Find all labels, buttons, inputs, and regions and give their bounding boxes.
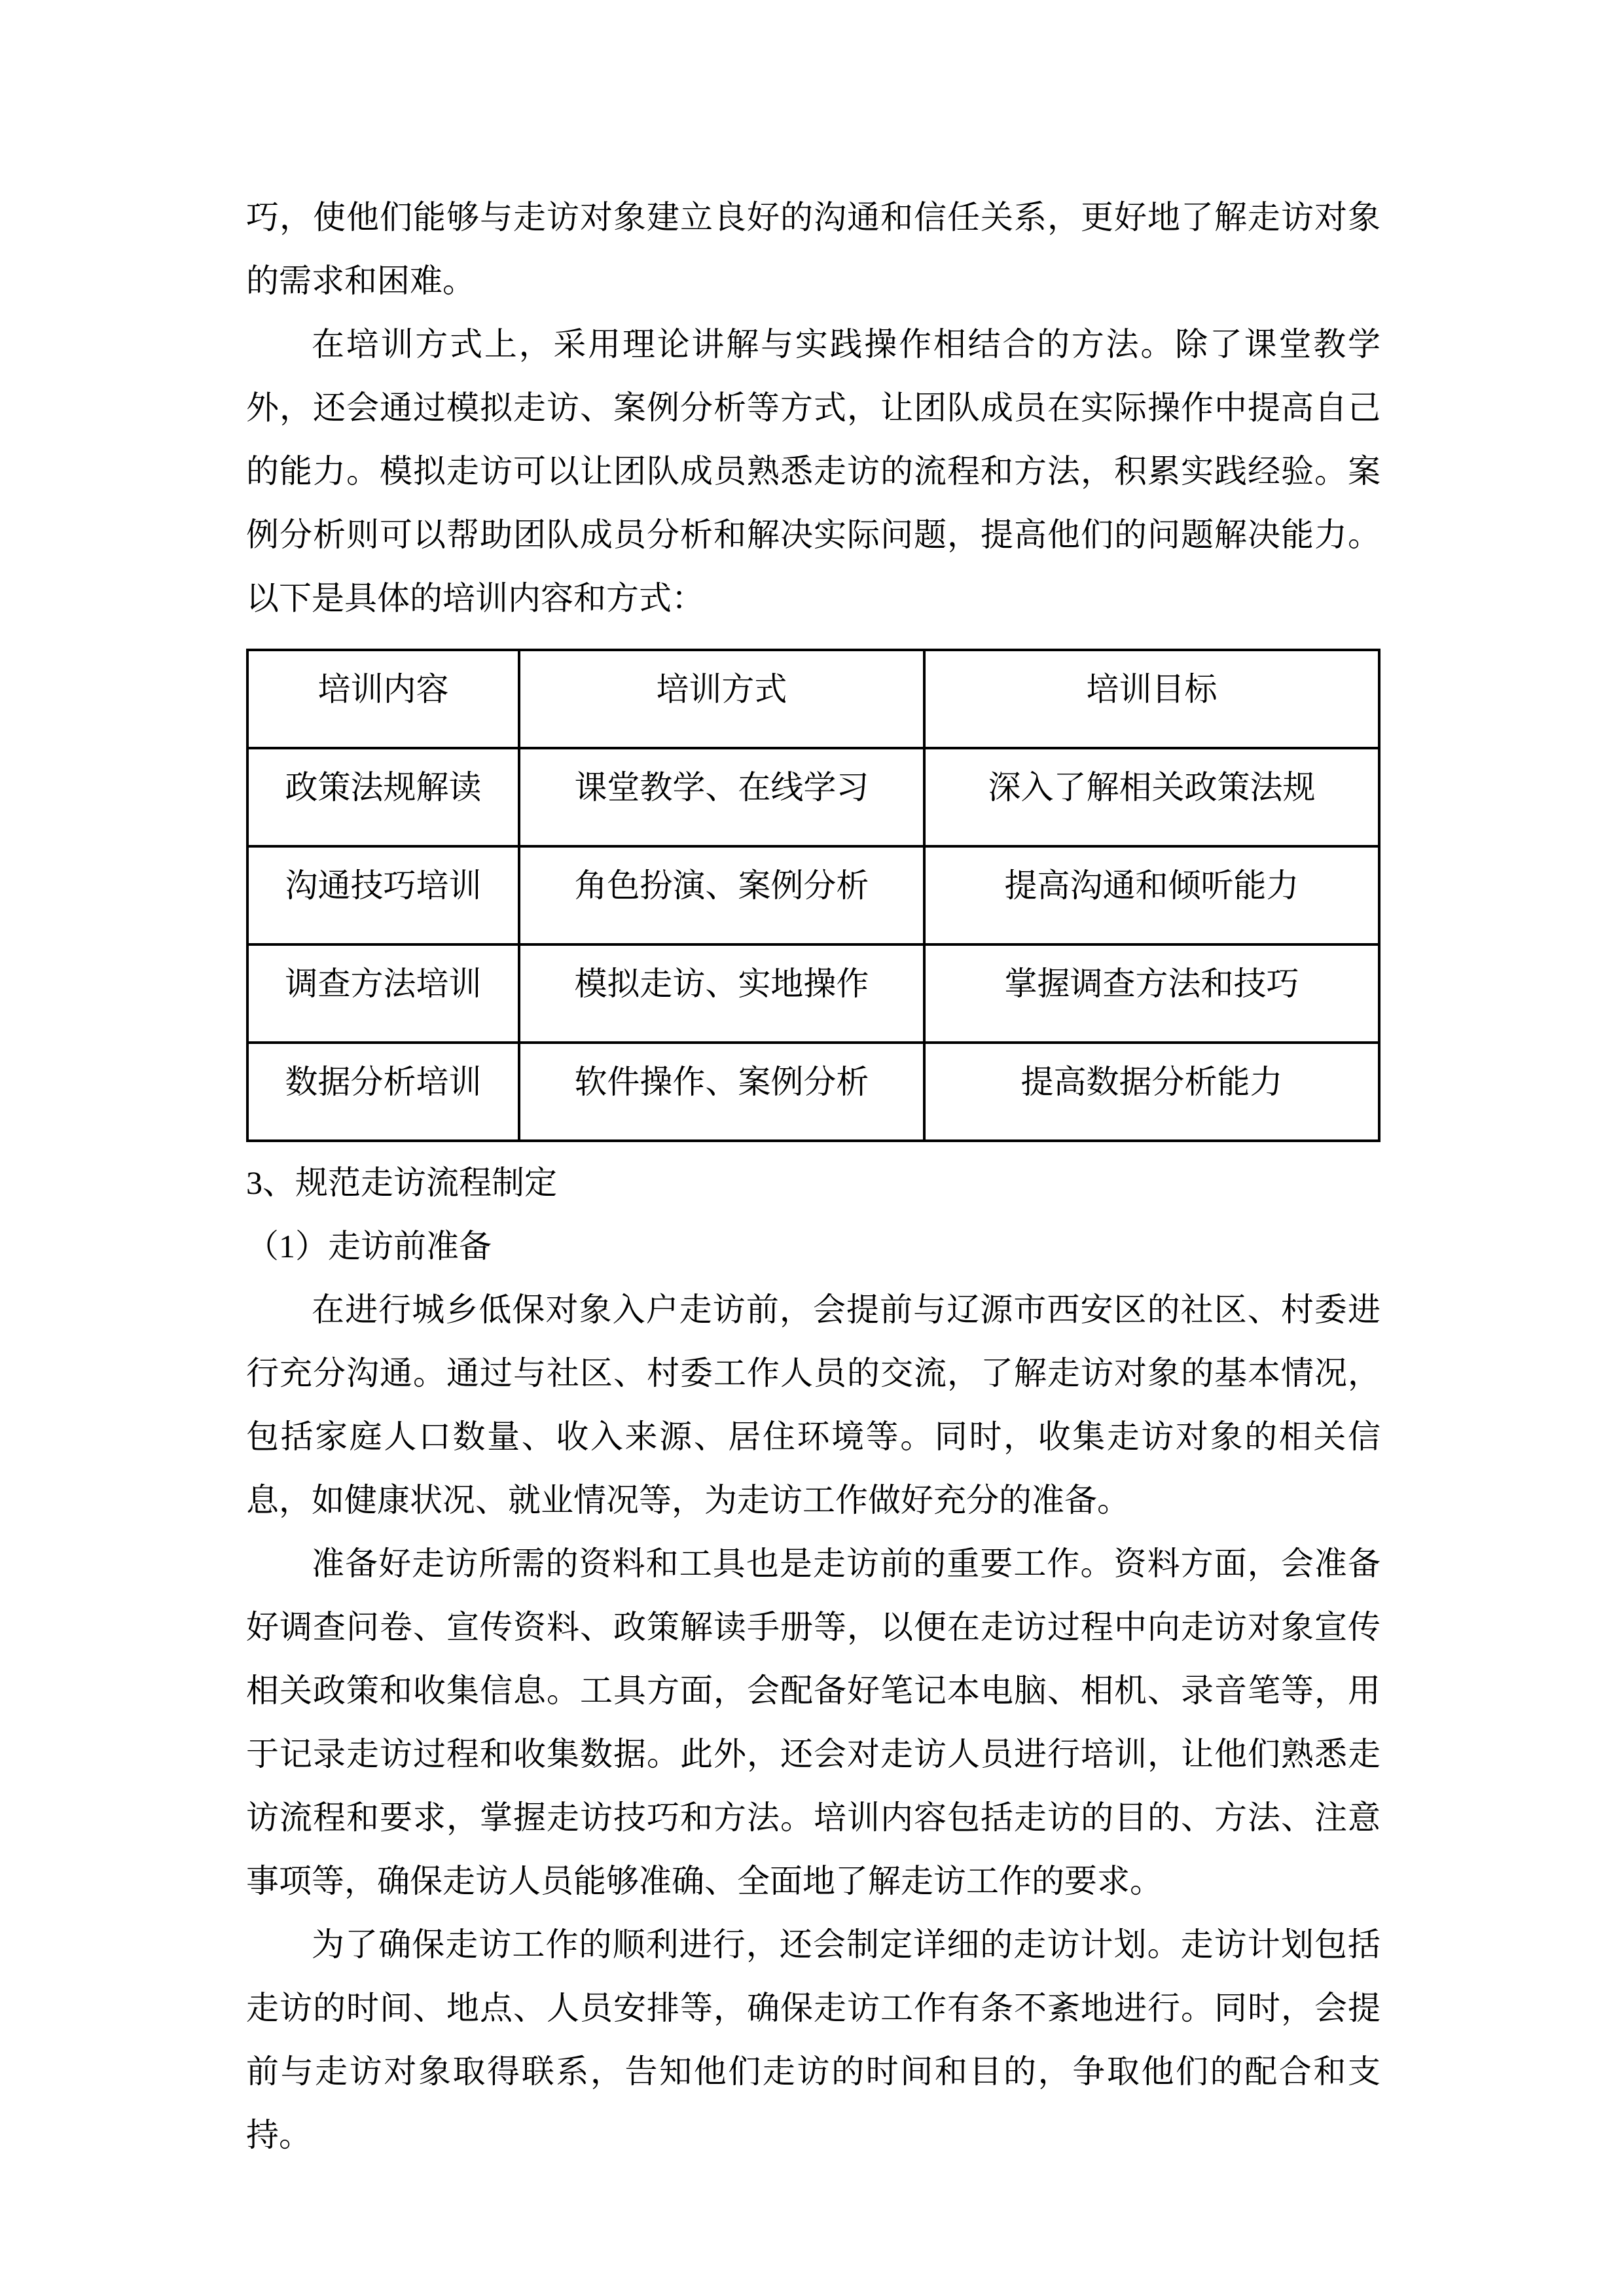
cell-row4-method: 软件操作、案例分析	[519, 1043, 924, 1141]
table-row	[247, 944, 1379, 1043]
cell-row1-goal: 深入了解相关政策法规	[924, 748, 1379, 846]
paragraph-prep-plan: 为了确保走访工作的顺利进行，还会制定详细的走访计划。走访计划包括走访的时间、地点、人员安排等，确保走访工作有条不紊地进行。同时，会提前与走访对象取得联系，告知他们走访的时间和目的，争取他们的配合和支持。	[246, 1926, 1380, 2153]
paragraph-prep-materials: 准备好走访所需的资料和工具也是走访前的重要工作。资料方面，会准备好调查问卷、宣传资料、政策解读手册等，以便在走访过程中向走访对象宣传相关政策和收集信息。工具方面，会配备好笔记本电脑、相机、录音笔等，用于记录走访过程和收集数据。此外，还会对走访人员进行培训，让他们熟悉走访流程和要求，掌握走访技巧和方法。培训内容包括走访的目的、方法、注意事项等，确保走访人员能够准确、全面地了解走访工作的要求。	[246, 1545, 1380, 1899]
header-cell-goal: 培训目标	[924, 650, 1379, 748]
subsection-heading: （1）走访前准备	[246, 1228, 492, 1265]
paragraph-prep-communication: 在进行城乡低保对象入户走访前，会提前与辽源市西安区的社区、村委进行充分沟通。通过与社区、村委工作人员的交流，了解走访对象的基本情况，包括家庭人口数量、收入来源、居住环境等。同时，收集走访对象的相关信息，如健康状况、就业情况等，为走访工作做好充分的准备。	[246, 1291, 1380, 1518]
cell-row3-content: 调查方法培训	[247, 944, 519, 1043]
section-heading: 3、规范走访流程制定	[246, 1164, 557, 1201]
header-cell-method: 培训方式	[519, 650, 924, 748]
training-table	[246, 649, 1380, 1142]
cell-row2-method: 角色扮演、案例分析	[519, 846, 924, 944]
cell-row1-content: 政策法规解读	[247, 748, 519, 846]
header-cell-content: 培训内容	[247, 650, 519, 748]
paragraph-continuation: 巧，使他们能够与走访对象建立良好的沟通和信任关系，更好地了解走访对象的需求和困难。	[246, 199, 1380, 299]
cell-row2-goal: 提高沟通和倾听能力	[924, 846, 1379, 944]
cell-row3-method: 模拟走访、实地操作	[519, 944, 924, 1043]
cell-row4-content: 数据分析培训	[247, 1043, 519, 1141]
table-row	[247, 846, 1379, 944]
table-row	[247, 1043, 1379, 1141]
table-header-row	[247, 650, 1379, 748]
cell-row3-goal: 掌握调查方法和技巧	[924, 944, 1379, 1043]
cell-row1-method: 课堂教学、在线学习	[519, 748, 924, 846]
document-content	[246, 186, 1380, 2167]
cell-row4-goal: 提高数据分析能力	[924, 1043, 1379, 1141]
table-row	[247, 748, 1379, 846]
paragraph-training-method: 在培训方式上，采用理论讲解与实践操作相结合的方法。除了课堂教学外，还会通过模拟走访、案例分析等方式，让团队成员在实际操作中提高自己的能力。模拟走访可以让团队成员熟悉走访的流程和方法，积累实践经验。案例分析则可以帮助团队成员分析和解决实际问题，提高他们的问题解决能力。以下是具体的培训内容和方式：	[246, 326, 1380, 617]
cell-row2-content: 沟通技巧培训	[247, 846, 519, 944]
